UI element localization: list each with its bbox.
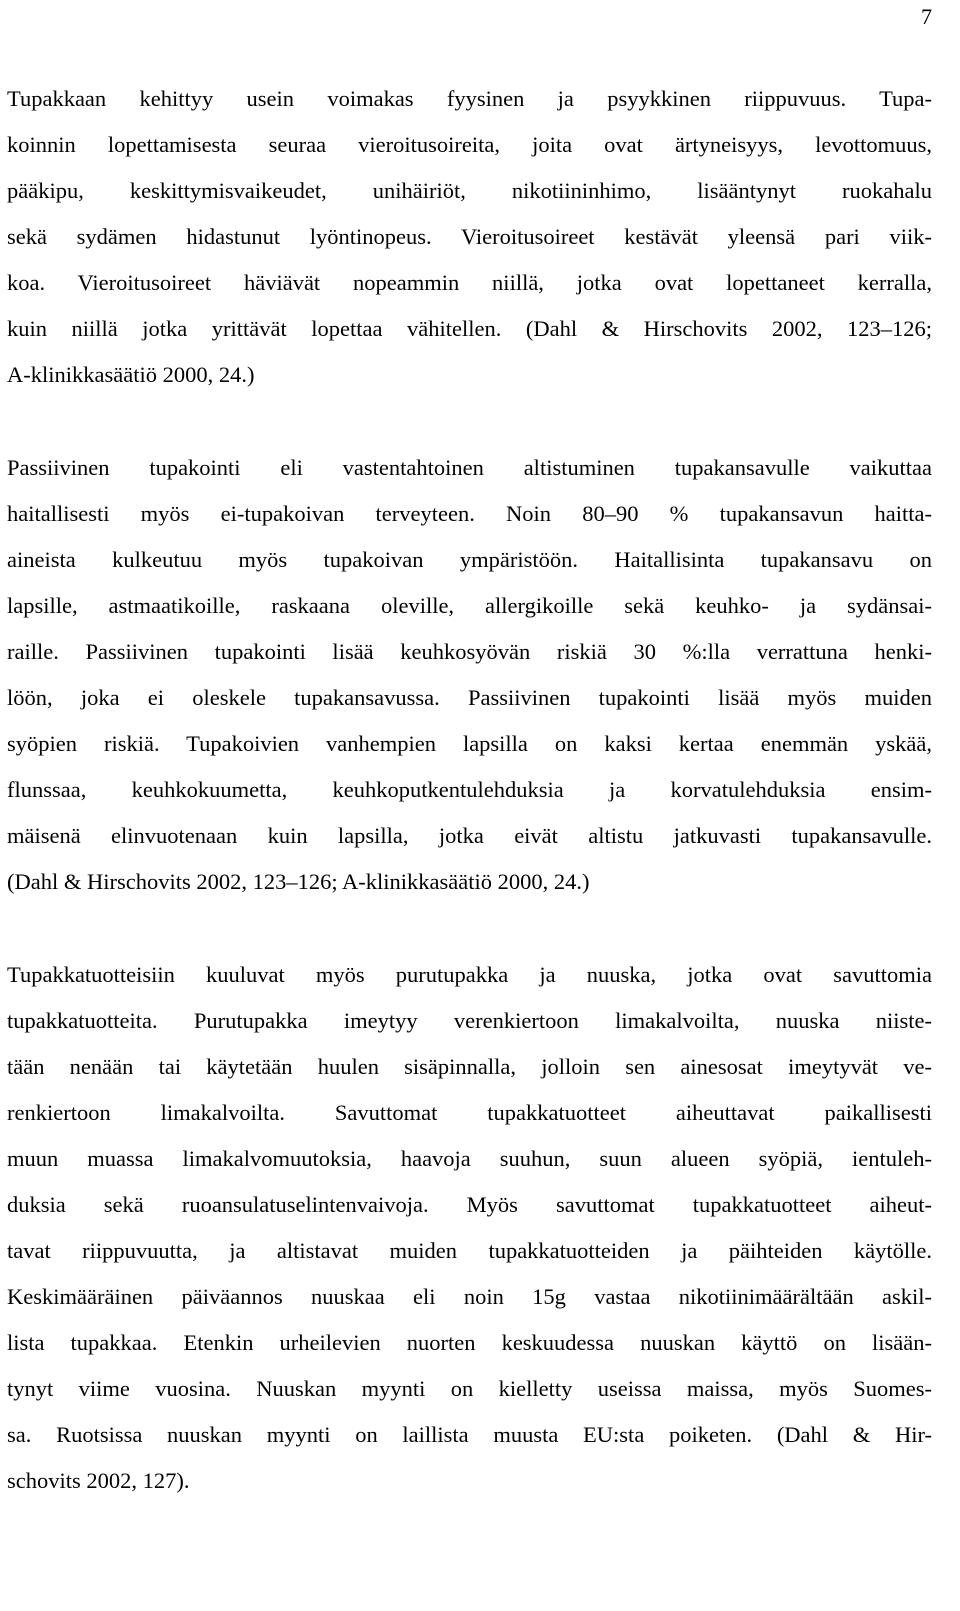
paragraph-line: syöpien riskiä. Tupakoivien vanhempien lapsilla on kaksi kertaa enemmän yskää,	[7, 731, 932, 756]
paragraph-line: haitallisesti myös ei-tupakoivan terveyteen. Noin 80–90 % tupakansavun haitta-	[7, 501, 932, 526]
paragraph-line: (Dahl & Hirschovits 2002, 123–126; A-klinikkasäätiö 2000, 24.)	[7, 869, 590, 894]
paragraph-line: mäisenä elinvuotenaan kuin lapsilla, jotka eivät altistu jatkuvasti tupakansavulle.	[7, 823, 932, 848]
paragraph-line: tavat riippuvuutta, ja altistavat muiden tupakkatuotteiden ja päihteiden käytölle.	[7, 1238, 932, 1263]
document-body	[7, 76, 932, 1504]
page-number: 7	[921, 4, 932, 29]
paragraph-line: sekä sydämen hidastunut lyöntinopeus. Vieroitusoireet kestävät yleensä pari viik-	[7, 224, 932, 249]
paragraph-line: koa. Vieroitusoireet häviävät nopeammin niillä, jotka ovat lopettaneet kerralla,	[7, 270, 932, 295]
paragraph-line: Passiivinen tupakointi eli vastentahtoinen altistuminen tupakansavulle vaikuttaa	[7, 455, 932, 480]
paragraph-line: sa. Ruotsissa nuuskan myynti on laillista muusta EU:sta poiketen. (Dahl & Hir-	[7, 1422, 932, 1447]
paragraph-line: pääkipu, keskittymisvaikeudet, unihäiriöt, nikotiininhimo, lisääntynyt ruokahalu	[7, 178, 932, 203]
paragraph-line: tään nenään tai käytetään huulen sisäpinnalla, jolloin sen ainesosat imeytyvät ve-	[7, 1054, 932, 1079]
paragraph-line: lista tupakkaa. Etenkin urheilevien nuorten keskuudessa nuuskan käyttö on lisään-	[7, 1330, 932, 1355]
paragraph-line: duksia sekä ruoansulatuselintenvaivoja. Myös savuttomat tupakkatuotteet aiheut-	[7, 1192, 932, 1217]
paragraph-line: A-klinikkasäätiö 2000, 24.)	[7, 362, 255, 387]
paragraph-withdrawal	[7, 76, 932, 398]
paragraph-spacer	[7, 905, 932, 952]
paragraph-passive-smoking	[7, 445, 932, 905]
paragraph-line: Tupakkatuotteisiin kuuluvat myös purutupakka ja nuuska, jotka ovat savuttomia	[7, 962, 932, 987]
paragraph-line: löön, joka ei oleskele tupakansavussa. Passiivinen tupakointi lisää myös muiden	[7, 685, 932, 710]
paragraph-line: Tupakkaan kehittyy usein voimakas fyysinen ja psyykkinen riippuvuus. Tupa-	[7, 86, 932, 111]
paragraph-spacer	[7, 398, 932, 445]
paragraph-smokeless-tobacco	[7, 952, 932, 1504]
paragraph-line: lapsille, astmaatikoille, raskaana oleville, allergikoille sekä keuhko- ja sydänsai-	[7, 593, 932, 618]
paragraph-line: renkiertoon limakalvoilta. Savuttomat tupakkatuotteet aiheuttavat paikallisesti	[7, 1100, 932, 1125]
paragraph-line: tupakkatuotteita. Purutupakka imeytyy verenkiertoon limakalvoilta, nuuska niiste-	[7, 1008, 932, 1033]
paragraph-line: kuin niillä jotka yrittävät lopettaa vähitellen. (Dahl & Hirschovits 2002, 123–126;	[7, 316, 932, 341]
paragraph-line: flunssaa, keuhkokuumetta, keuhkoputkentulehduksia ja korvatulehduksia ensim-	[7, 777, 932, 802]
paragraph-line: muun muassa limakalvomuutoksia, haavoja suuhun, suun alueen syöpiä, ientuleh-	[7, 1146, 932, 1171]
paragraph-line: schovits 2002, 127).	[7, 1468, 190, 1493]
paragraph-line: tynyt viime vuosina. Nuuskan myynti on kielletty useissa maissa, myös Suomes-	[7, 1376, 932, 1401]
paragraph-line: Keskimääräinen päiväannos nuuskaa eli noin 15g vastaa nikotiinimäärältään askil-	[7, 1284, 932, 1309]
paragraph-line: aineista kulkeutuu myös tupakoivan ympäristöön. Haitallisinta tupakansavu on	[7, 547, 932, 572]
paragraph-line: raille. Passiivinen tupakointi lisää keuhkosyövän riskiä 30 %:lla verrattuna henki-	[7, 639, 932, 664]
paragraph-line: koinnin lopettamisesta seuraa vieroitusoireita, joita ovat ärtyneisyys, levottomuus,	[7, 132, 932, 157]
